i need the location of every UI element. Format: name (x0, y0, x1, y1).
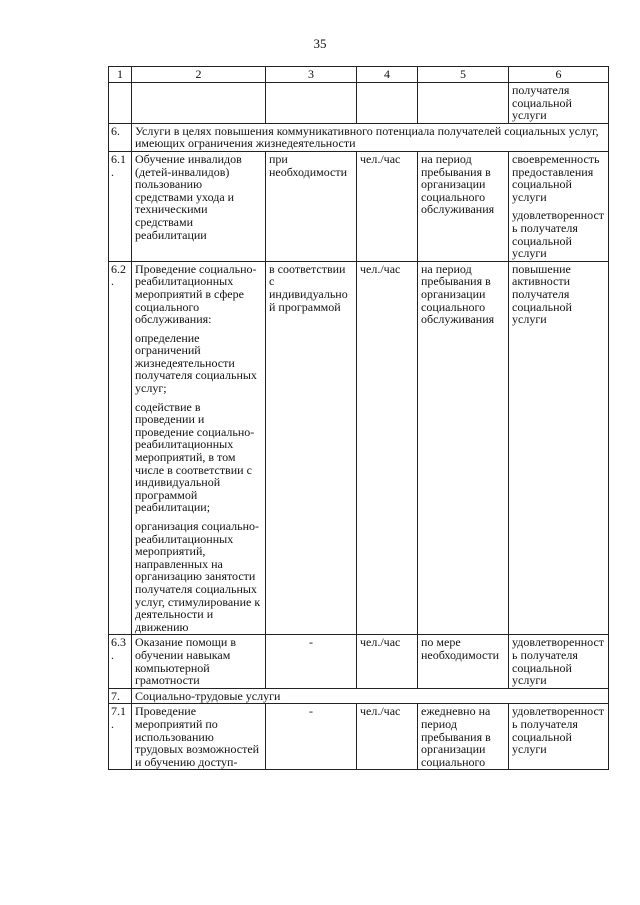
table-header-row (109, 67, 609, 83)
service-period: ежедневно на период пребывания в организации социального (418, 704, 509, 770)
table-row (109, 83, 609, 124)
service-period: по мере необходимости (418, 635, 509, 688)
header-cell: 4 (357, 67, 418, 83)
services-table (108, 66, 609, 770)
table-cell (266, 83, 357, 124)
table-cell (109, 83, 132, 124)
header-cell: 2 (132, 67, 266, 83)
table-row (109, 704, 609, 770)
quality-item: удовлетворенность получателя социальной услуги (512, 208, 605, 261)
service-name (132, 261, 266, 635)
service-volume: - (266, 704, 357, 770)
service-unit: чел./час (357, 151, 418, 261)
table-cell (132, 83, 266, 124)
header-cell: 6 (509, 67, 609, 83)
service-paragraph: организация социально-реабилитационных мероприятий, направленных на организацию занятости получателя социальных услуг, стимулирование к деятельности и движению (135, 519, 261, 634)
section-number: 6. (109, 123, 132, 151)
service-quality: повышение активности получателя социальной услуги (509, 261, 609, 635)
table-row (109, 151, 609, 261)
table-cell (418, 83, 509, 124)
section-row (109, 123, 609, 151)
service-name: Обучение инвалидов (детей-инвалидов) пользованию средствами ухода и техническими средствами реабилитации (132, 151, 266, 261)
header-cell: 1 (109, 67, 132, 83)
section-row (109, 688, 609, 704)
row-number: 7.1. (109, 704, 132, 770)
section-title: Социально-трудовые услуги (132, 688, 609, 704)
service-period: на период пребывания в организации социального обслуживания (418, 261, 509, 635)
service-volume: при необходимости (266, 151, 357, 261)
service-volume: в соответствии с индивидуальной программой (266, 261, 357, 635)
service-paragraph: содействие в проведении и проведение социально-реабилитационных мероприятий, в том числе в соответствии с индивидуальной программой реабилитации; (135, 399, 255, 515)
table-cell (357, 83, 418, 124)
service-unit: чел./час (357, 704, 418, 770)
page-number: 35 (313, 36, 327, 51)
service-unit: чел./час (357, 635, 418, 688)
quality-item: своевременность предоставления социальной услуги (512, 151, 600, 204)
service-paragraph: определение ограничений жизнедеятельности получателя социальных услуг; (135, 330, 257, 396)
service-name: Проведение мероприятий по использованию трудовых возможностей и обучению доступ- (132, 704, 266, 770)
header-cell: 5 (418, 67, 509, 83)
service-volume: - (266, 635, 357, 688)
section-number: 7. (109, 688, 132, 704)
table-row (109, 635, 609, 688)
service-quality: удовлетворенность получателя социальной услуги (509, 635, 609, 688)
section-title: Услуги в целях повышения коммуникативного потенциала получателей социальных услуг, имеющих ограничения жизнедеятельности (132, 123, 609, 151)
header-cell: 3 (266, 67, 357, 83)
row-number: 6.3. (109, 635, 132, 688)
table-cell: получателя социальной услуги (509, 83, 609, 124)
table-row (109, 261, 609, 635)
row-number: 6.2. (109, 261, 132, 635)
row-number: 6.1. (109, 151, 132, 261)
service-quality (509, 151, 609, 261)
service-quality: удовлетворенность получателя социальной услуги (509, 704, 609, 770)
service-period: на период пребывания в организации социального обслуживания (418, 151, 509, 261)
service-paragraph: Проведение социально-реабилитационных мероприятий в сфере социального обслуживания: (135, 261, 257, 327)
service-unit: чел./час (357, 261, 418, 635)
service-name: Оказание помощи в обучении навыкам компьютерной грамотности (132, 635, 266, 688)
